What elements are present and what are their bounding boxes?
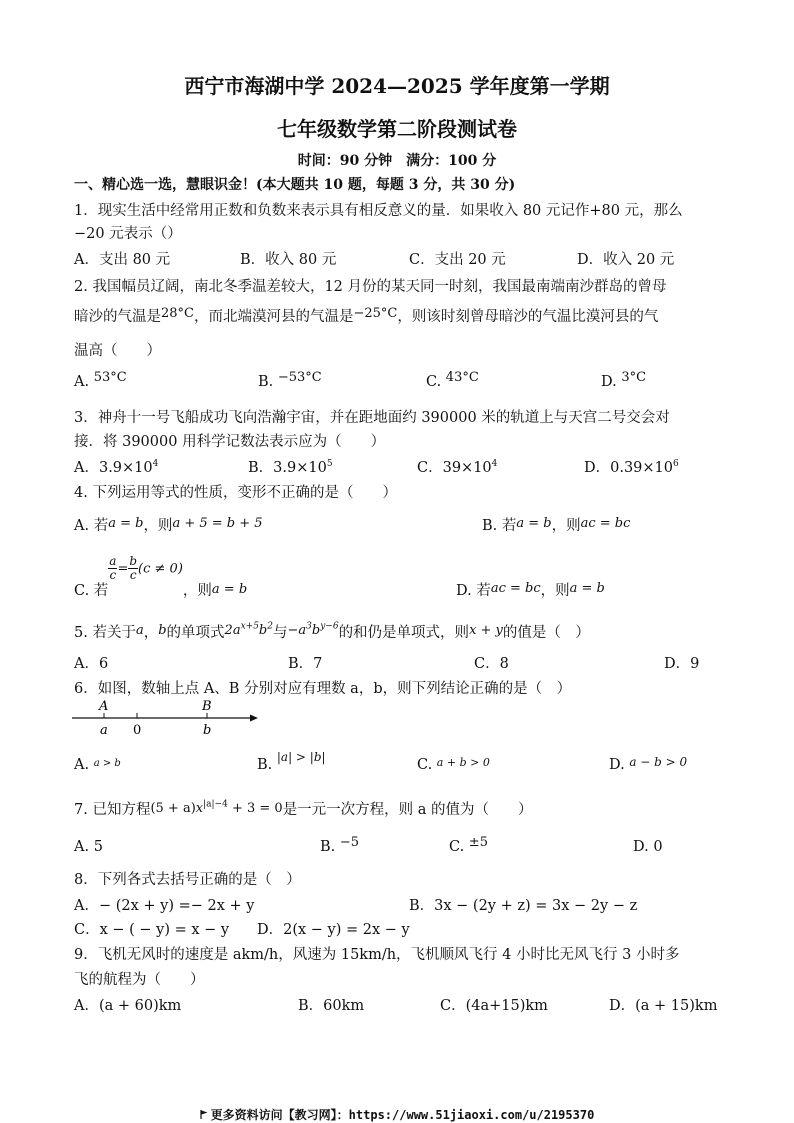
option-value: −5: [339, 835, 360, 850]
option-a[interactable]: A．− (2x + y) =− 2x + y: [74, 898, 255, 914]
text-fragment: ，则: [551, 518, 581, 534]
option-b[interactable]: [482, 514, 630, 535]
option-value: a − b > 0: [629, 755, 688, 769]
option-d[interactable]: [609, 757, 687, 773]
option-d[interactable]: [584, 456, 679, 477]
exponent: 3: [306, 621, 312, 632]
option-c[interactable]: [417, 456, 497, 477]
numerator: b: [129, 554, 138, 568]
math-expr: + 3 = 0: [227, 801, 283, 816]
question-text: [74, 621, 590, 642]
option-a[interactable]: [74, 456, 158, 477]
option-value: 53°C: [93, 370, 127, 385]
math-expr: (5 + a): [150, 801, 196, 816]
exponent: 4: [491, 459, 498, 470]
option-b[interactable]: B．收入 80 元: [240, 252, 337, 268]
option-a[interactable]: [74, 757, 121, 773]
option-label: C.: [449, 839, 465, 855]
option-label: D. 若: [456, 583, 491, 599]
question-text: 8．下列各式去括号正确的是（ ）: [74, 872, 301, 888]
footer-link[interactable]: 更多资料访问【教习网】：https://www.51jiaoxi.com/u/2195370: [210, 1108, 595, 1122]
denominator: c: [129, 568, 137, 582]
exponent: |a|−4: [203, 799, 228, 810]
exam-title: 西宁市海湖中学 2024—2025 学年度第一学期: [184, 74, 610, 98]
option-d[interactable]: [456, 579, 605, 600]
number-line-diagram: [70, 696, 270, 738]
question-text: 接．将 390000 用科学记数法表示应为（ ）: [74, 434, 386, 450]
option-value: B．3.9×10: [248, 460, 327, 476]
option-b[interactable]: [320, 835, 360, 855]
point-label: A: [99, 699, 109, 714]
text-fragment: 的值是（ ）: [502, 625, 590, 641]
math-expr: x + y: [469, 623, 503, 638]
exponent: x+5: [240, 621, 259, 632]
option-c[interactable]: [449, 835, 488, 855]
math-expr: x: [195, 801, 204, 816]
math-expr: ac = bc: [580, 516, 631, 531]
option-value: 43°C: [445, 370, 479, 385]
question-text: 4. 下列运用等式的性质，变形不正确的是（ ）: [74, 485, 397, 501]
question-text: 温高（ ）: [74, 343, 161, 359]
question-text: [74, 798, 533, 819]
option-c[interactable]: C．x − ( − y) = x − y: [74, 922, 230, 938]
exponent: 4: [152, 459, 159, 470]
option-c[interactable]: [426, 370, 479, 390]
exam-subtitle: 七年级数学第二阶段测试卷: [277, 117, 517, 141]
option-a[interactable]: [74, 514, 263, 535]
option-label: A. 若: [74, 518, 109, 534]
option-d[interactable]: D．2(x − y) = 2x − y: [257, 922, 410, 938]
text-fragment: 是一元一次方程，则 a 的值为（ ）: [282, 802, 533, 818]
option-label: C.: [417, 757, 433, 773]
option-value: a > b: [93, 758, 121, 769]
section-heading: 一、精心选一选，慧眼识金！(本大题共 10 题，每题 3 分，共 30 分): [74, 177, 516, 193]
option-label: C.: [426, 374, 442, 390]
option-a[interactable]: A．支出 80 元: [74, 252, 171, 268]
option-c[interactable]: [74, 554, 248, 599]
option-c[interactable]: C．8: [474, 656, 509, 672]
math-expr: a + 5 = b + 5: [172, 516, 263, 531]
option-a[interactable]: [74, 370, 127, 390]
math-expr: a = b: [108, 516, 144, 531]
tick-label: a: [100, 723, 108, 738]
option-b[interactable]: [258, 370, 322, 390]
option-d[interactable]: D．收入 20 元: [577, 252, 675, 268]
math-expr: ac = bc: [490, 581, 541, 596]
math-expr: −a: [287, 623, 307, 638]
question-text: 2. 我国幅员辽阔，南北冬季温差较大，12 月份的某天同一时刻，我国最南端南沙群岛的曾母: [74, 279, 667, 295]
text-fragment: 暗沙的气温是: [74, 309, 161, 325]
option-label: B. 若: [482, 518, 517, 534]
option-b[interactable]: B．3x − (2y + z) = 3x − 2y − z: [409, 898, 638, 914]
option-a[interactable]: A．6: [74, 656, 109, 672]
option-b[interactable]: [248, 456, 333, 477]
temperature-value: 28°C: [161, 306, 194, 321]
exponent: y−6: [320, 621, 339, 632]
text-fragment: 5. 若关于: [74, 625, 136, 641]
option-d[interactable]: D. 0: [633, 839, 663, 855]
exponent: 5: [326, 459, 333, 470]
option-b[interactable]: [257, 750, 326, 773]
text-fragment: 的单项式: [166, 625, 225, 641]
question-text: 3．神舟十一号飞船成功飞向浩瀚宇宙，并在距地面约 390000 米的轨道上与天宫二号交会对: [74, 410, 670, 426]
option-label: B.: [320, 839, 336, 855]
option-label: A.: [74, 757, 90, 773]
footer: [0, 1106, 794, 1123]
option-b[interactable]: B．60km: [298, 998, 365, 1014]
option-value: 3°C: [621, 370, 647, 385]
option-c[interactable]: [417, 757, 490, 773]
option-value: C．39×10: [417, 460, 492, 476]
flag-icon: [200, 1107, 208, 1115]
option-value: ±5: [468, 835, 488, 850]
math-expr: b: [158, 623, 167, 638]
text-fragment: ，则: [182, 582, 212, 599]
option-d[interactable]: [601, 370, 647, 390]
point-label: B: [202, 699, 212, 714]
question-text: −20 元表示（）: [74, 226, 182, 242]
tick-label: 0: [133, 723, 142, 738]
question-text: 9．飞机无风时的速度是 akm/h，风速为 15km/h，飞机顺风飞行 4 小时比无风飞行 3 小时多: [74, 947, 680, 963]
exponent: 6: [673, 459, 679, 470]
option-b[interactable]: B．7: [288, 656, 323, 672]
option-value: −53°C: [277, 370, 322, 385]
math-expr: a: [135, 623, 144, 638]
math-expr: a = b: [569, 581, 605, 596]
text-fragment: 与: [272, 625, 288, 641]
text-fragment: ，则: [143, 518, 173, 534]
option-value: a + b > 0: [436, 756, 490, 769]
fraction: [128, 555, 138, 582]
text-fragment: ，而北端漠河县的气温是: [194, 309, 354, 325]
text-fragment: ，则: [540, 583, 570, 599]
option-value: D．0.39×10: [584, 460, 674, 476]
exponent: 2: [267, 621, 273, 632]
option-c[interactable]: C．支出 20 元: [409, 252, 506, 268]
option-d[interactable]: D．(a + 15)km: [609, 998, 718, 1014]
exam-meta: 时间：90 分钟 满分：100 分: [297, 153, 497, 169]
option-a[interactable]: A．(a + 60)km: [74, 998, 182, 1014]
math-expr: 2a: [224, 623, 241, 638]
math-expr: b: [311, 623, 321, 638]
question-text: 6．如图，数轴上点 A、B 分别对应有理数 a，b，则下列结论正确的是（ ）: [74, 681, 572, 697]
option-label: D.: [609, 757, 625, 773]
math-expr: b: [258, 623, 268, 638]
option-value: A．3.9×10: [74, 460, 153, 476]
text-fragment: ，则该时刻曾母暗沙的气温比漠河县的气: [397, 309, 659, 325]
option-label: A.: [74, 374, 90, 390]
option-d[interactable]: D．9: [664, 656, 700, 672]
option-value: |a| > |b|: [276, 750, 326, 764]
option-label: B.: [257, 757, 273, 773]
question-text: [74, 305, 658, 326]
option-a[interactable]: A. 5: [74, 839, 103, 855]
text-fragment: 的和仍是单项式，则: [338, 625, 470, 641]
math-expr: a = b: [516, 516, 552, 531]
option-label: D.: [601, 374, 617, 390]
arrow-icon: [250, 715, 258, 722]
option-label: C. 若: [74, 582, 109, 599]
question-text: 1．现实生活中经常用正数和负数来表示具有相反意义的量．如果收入 80 元记作+80 元，那么: [74, 203, 683, 219]
option-label: B.: [258, 374, 274, 390]
text-fragment: ，: [143, 625, 159, 641]
temperature-value: −25°C: [353, 306, 398, 321]
text-fragment: 7. 已知方程: [74, 802, 151, 818]
numerator: a: [109, 554, 117, 568]
denominator: c: [109, 568, 117, 582]
option-c[interactable]: C．(4a+15)km: [440, 998, 548, 1014]
math-expr: =: [117, 561, 129, 577]
question-text: 飞的航程为（ ）: [74, 972, 205, 988]
math-expr: a = b: [211, 581, 248, 597]
math-expr: (c ≠ 0): [138, 561, 183, 577]
tick-label: b: [203, 723, 212, 738]
